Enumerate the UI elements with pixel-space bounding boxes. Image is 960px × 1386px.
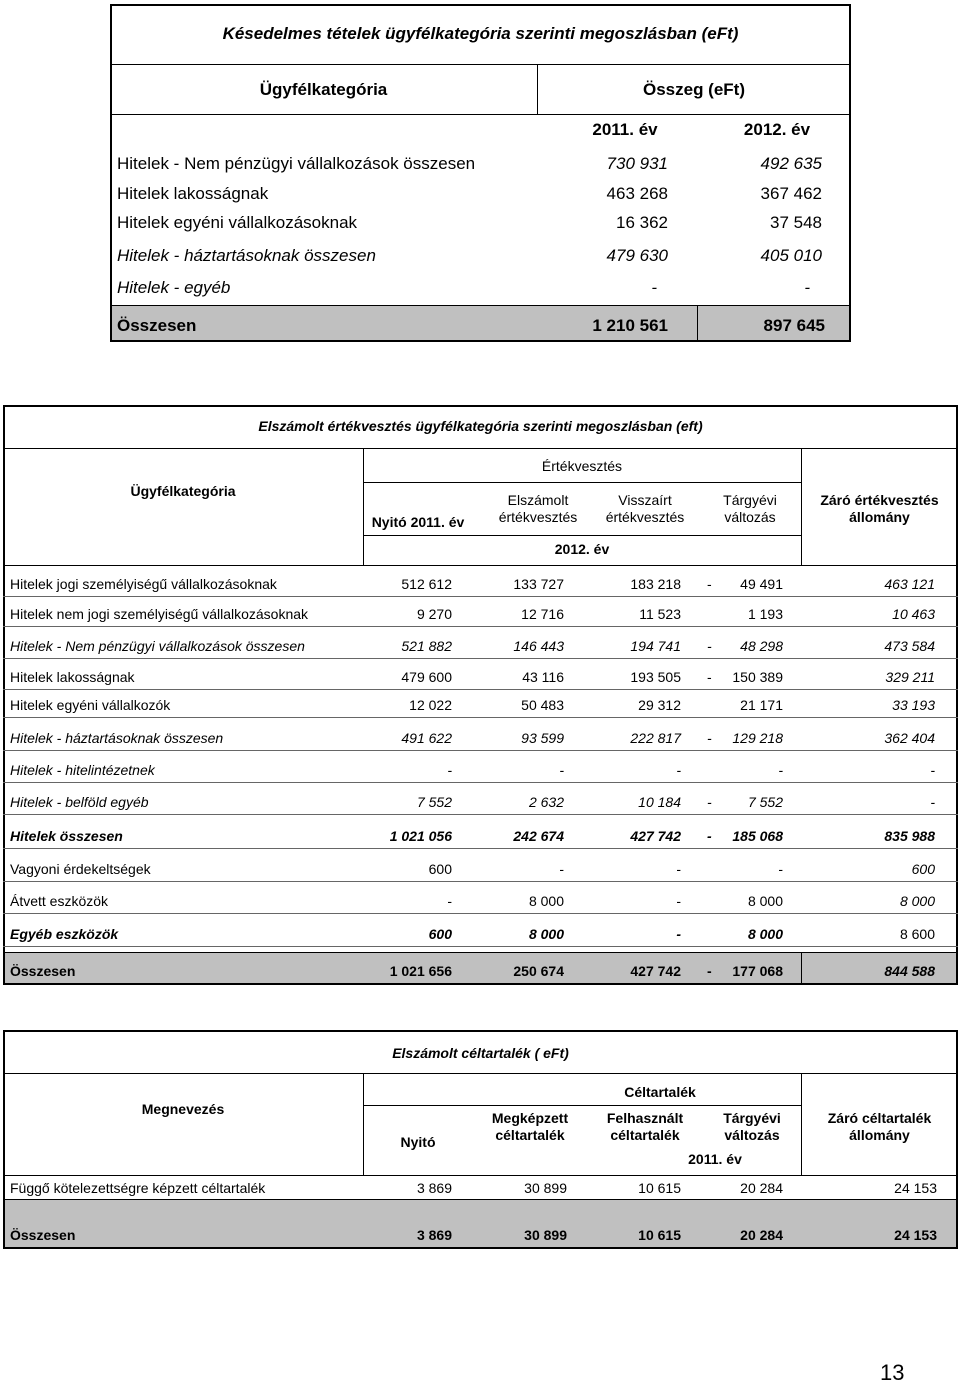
cell-value: 600 [428, 861, 452, 877]
row-label: Hitelek - egyéb [117, 278, 231, 297]
cell-value: 9 270 [416, 606, 452, 622]
column-header-change-2: változás [724, 1127, 780, 1143]
row-label: Hitelek lakosságnak [10, 669, 135, 685]
row-divider [3, 881, 958, 882]
sign-cell: - [707, 828, 712, 844]
cell-value: - [676, 893, 681, 909]
total-value: 844 588 [884, 963, 935, 979]
cell-value: 48 298 [740, 638, 783, 654]
cell-value: 93 599 [521, 730, 564, 746]
column-header-closing-2: állomány [849, 509, 910, 525]
sign-cell: - [707, 794, 712, 810]
cell-value: 512 612 [401, 576, 452, 592]
cell-value: - [676, 762, 681, 778]
cell-value: 7 552 [747, 794, 783, 810]
cell-value: - [676, 861, 681, 877]
cell-value: 835 988 [884, 828, 935, 844]
row-divider [3, 750, 958, 751]
column-header-used-2: céltartalék [610, 1127, 680, 1143]
cell-value: 21 171 [740, 697, 783, 713]
column-header-impairment: Értékvesztés [541, 458, 623, 474]
row-divider [3, 596, 958, 597]
column-header-created-1: Megképzett [491, 1110, 569, 1126]
cell-value: 491 622 [401, 730, 452, 746]
cell-value: 8 000 [899, 893, 935, 909]
cell-value: 8 000 [528, 893, 564, 909]
row-label: Egyéb eszközök [10, 926, 119, 942]
cell-value: 427 742 [630, 828, 681, 844]
cell-value: 463 268 [606, 184, 668, 203]
cell-value: 8 000 [747, 893, 783, 909]
cell-value: - [559, 861, 564, 877]
column-header-year: 2012. év [554, 541, 610, 557]
column-header-year-2011: 2011. év [592, 120, 658, 139]
cell-value: 600 [428, 926, 452, 942]
cell-value: 521 882 [401, 638, 452, 654]
row-label: Függő kötelezettségre képzett céltartalék [10, 1180, 266, 1196]
row-divider [3, 848, 958, 849]
total-value: 1 210 561 [592, 316, 668, 335]
sign-cell: - [707, 669, 712, 685]
cell-value: 1 193 [747, 606, 783, 622]
cell-value: 405 010 [760, 246, 822, 265]
row-divider [3, 946, 958, 947]
cell-value: 43 116 [522, 669, 564, 685]
cell-value: - [651, 278, 657, 297]
total-value: 250 674 [513, 963, 564, 979]
column-header-closing-2: állomány [849, 1127, 910, 1143]
cell-value: - [804, 278, 810, 297]
total-value: 20 284 [740, 1227, 783, 1243]
column-header-provisions: Céltartalék [624, 1084, 696, 1100]
column-header-amount: Összeg (eFt) [642, 80, 746, 99]
row-label: Hitelek lakosságnak [117, 184, 269, 203]
cell-value: 129 218 [732, 730, 783, 746]
row-label: Hitelek - Nem pénzügyi vállalkozások összesen [117, 154, 476, 173]
row-divider [3, 717, 958, 718]
row-divider [3, 626, 958, 627]
row-label: Hitelek - háztartásoknak összesen [10, 730, 224, 746]
cell-value: 730 931 [606, 154, 668, 173]
row-label: Hitelek összesen [10, 828, 123, 844]
column-header-opening: Nyitó 2011. év [371, 514, 465, 530]
row-divider [3, 913, 958, 914]
cell-value: 12 716 [521, 606, 564, 622]
row-label: Hitelek - hitelintézetnek [10, 762, 155, 778]
cell-value: 10 184 [638, 794, 681, 810]
cell-value: 16 362 [616, 213, 668, 232]
total-label: Összesen [10, 1227, 76, 1243]
row-divider [3, 658, 958, 659]
cell-value: 1 021 056 [389, 828, 452, 844]
total-value: 427 742 [630, 963, 681, 979]
table-title: Elszámolt céltartalék ( eFt) [392, 1045, 569, 1061]
total-label: Összesen [10, 963, 76, 979]
sign-cell: - [707, 730, 712, 746]
table-title: Késedelmes tételek ügyfélkategória szerinti megoszlásban (eFt) [222, 24, 739, 43]
row-divider [3, 814, 958, 815]
cell-value: 133 727 [513, 576, 564, 592]
cell-value: 8 000 [528, 926, 564, 942]
cell-value: - [930, 794, 935, 810]
total-value: 30 899 [524, 1227, 567, 1243]
cell-value: 8 000 [747, 926, 783, 942]
row-label: Hitelek - háztartásoknak összesen [117, 246, 376, 265]
total-value: 10 615 [638, 1227, 681, 1243]
row-label: Hitelek jogi személyiségű vállalkozásoknak [10, 576, 277, 592]
cell-value: 12 022 [409, 697, 452, 713]
total-value: 24 153 [894, 1227, 937, 1243]
cell-value: 600 [911, 861, 935, 877]
cell-value: 11 523 [639, 606, 681, 622]
column-header-change-1: Tárgyévi [723, 492, 777, 508]
cell-value: 50 483 [521, 697, 564, 713]
row-label: Hitelek nem jogi személyiségű vállalkozásoknak [10, 606, 309, 622]
cell-value: 367 462 [760, 184, 822, 203]
cell-value: 49 491 [740, 576, 783, 592]
cell-value: 37 548 [770, 213, 822, 232]
cell-value: 463 121 [884, 576, 935, 592]
cell-value: 7 552 [416, 794, 452, 810]
total-value: 3 869 [416, 1227, 452, 1243]
cell-value: 362 404 [884, 730, 935, 746]
cell-value: 150 389 [732, 669, 783, 685]
column-header-closing-1: Záró céltartalék [827, 1110, 932, 1126]
cell-value: 185 068 [732, 828, 783, 844]
page-number: 13 [880, 1360, 905, 1385]
column-header-accounted-2: értékvesztés [498, 509, 578, 525]
cell-value: 193 505 [630, 669, 681, 685]
row-divider [3, 782, 958, 783]
row-label: Hitelek egyéni vállalkozók [10, 697, 171, 713]
cell-value: 8 600 [899, 926, 935, 942]
cell-value: - [930, 762, 935, 778]
row-label: Hitelek - belföld egyéb [10, 794, 149, 810]
cell-value: 30 899 [524, 1180, 567, 1196]
row-label: Vagyoni érdekeltségek [10, 861, 151, 877]
column-header-reversed-1: Visszaírt [618, 492, 672, 508]
cell-value: 20 284 [740, 1180, 783, 1196]
cell-value: - [447, 762, 452, 778]
cell-value: 3 869 [416, 1180, 452, 1196]
column-header-reversed-2: értékvesztés [605, 509, 685, 525]
cell-value: 242 674 [513, 828, 564, 844]
cell-value: 2 632 [528, 794, 564, 810]
cell-value: - [559, 762, 564, 778]
cell-value: 33 193 [892, 697, 935, 713]
column-header-category: Ügyfélkategória [130, 483, 236, 499]
total-value: 897 645 [763, 316, 825, 335]
cell-value: 146 443 [513, 638, 564, 654]
cell-value: 329 211 [885, 669, 935, 685]
column-header-used-1: Felhasznált [606, 1110, 684, 1126]
column-header-year-2012: 2012. év [743, 120, 811, 139]
column-header-year: 2011. év [688, 1151, 742, 1167]
table-title: Elszámolt értékvesztés ügyfélkategória szerinti megoszlásban (eft) [258, 418, 703, 434]
column-header-category: Ügyfélkategória [259, 80, 388, 99]
cell-value: 183 218 [630, 576, 681, 592]
total-value: 177 068 [732, 963, 783, 979]
cell-value: 479 600 [401, 669, 452, 685]
column-header-change-2: változás [724, 509, 776, 525]
cell-value: 29 312 [638, 697, 681, 713]
cell-value: 222 817 [630, 730, 681, 746]
sign-cell: - [707, 638, 712, 654]
cell-value: - [447, 893, 452, 909]
cell-value: - [778, 762, 783, 778]
cell-value: 479 630 [606, 246, 668, 265]
cell-value: - [778, 861, 783, 877]
total-value: 1 021 656 [389, 963, 452, 979]
cell-value: 10 615 [638, 1180, 681, 1196]
total-label: Összesen [117, 316, 197, 335]
cell-value: 10 463 [892, 606, 935, 622]
cell-value: 24 153 [894, 1180, 937, 1196]
cell-value: 492 635 [760, 154, 822, 173]
cell-value: 473 584 [884, 638, 935, 654]
column-header-closing-1: Záró értékvesztés [820, 492, 939, 508]
cell-value: 194 741 [630, 638, 681, 654]
row-divider [3, 689, 958, 690]
row-label: Hitelek egyéni vállalkozásoknak [117, 213, 358, 232]
sign-cell: - [707, 576, 712, 592]
row-label: Hitelek - Nem pénzügyi vállalkozások összesen [10, 638, 305, 654]
column-header-change-1: Tárgyévi [723, 1110, 781, 1126]
column-header-name: Megnevezés [141, 1101, 225, 1117]
sign-cell: - [707, 963, 712, 979]
column-header-created-2: céltartalék [495, 1127, 565, 1143]
column-header-opening: Nyitó [400, 1134, 436, 1150]
cell-value: - [676, 926, 681, 942]
column-header-accounted-1: Elszámolt [507, 492, 569, 508]
row-label: Átvett eszközök [10, 893, 109, 909]
